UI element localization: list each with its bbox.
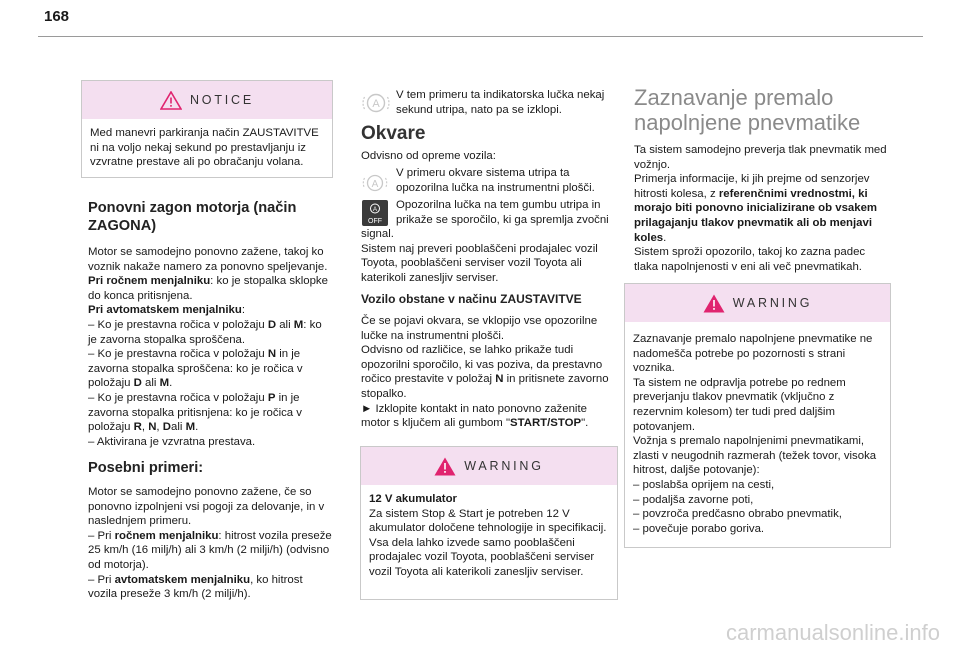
svg-text:A: A <box>372 98 380 110</box>
restart-item-1: – Ko je prestavna ročica v položaju D ali M: ko je zavorna stopalka sproščena. <box>88 318 322 346</box>
fault-warning-lamp-icon <box>362 172 388 194</box>
tyre-p2: Primerja informacije, ki jih prejme od senzorjev hitrosti kolesa, z referenčnimi vrednostmi, ki morajo biti ponovno inicializirane ob vsakem prilagajanju tlakov pnevmatik ali ob menjavi koles. <box>634 173 878 244</box>
faults-heading: Okvare <box>361 123 426 144</box>
warning-tyre-l1: – poslabša oprijem na cesti, <box>633 478 775 491</box>
faults-p2b: signal. <box>361 228 394 240</box>
warning-tyre-l2: – podaljša zavorne poti, <box>633 493 754 506</box>
restart-item-3: – Ko je prestavna ročica v položaju P in je zavorna stopalka pritisnjena: ko je ročica v položaju R, N, Dali M. <box>88 391 302 434</box>
notice-header <box>82 81 332 119</box>
warning-triangle-icon <box>160 91 182 110</box>
warning-battery-bold: 12 V akumulator <box>369 493 457 505</box>
warning-battery-title: WARNING <box>464 458 544 473</box>
auto-symbol-icon <box>368 203 382 214</box>
watermark: carmanualsonline.info <box>725 620 940 646</box>
warning-tyre-l3: – povzroča predčasno obrabo pnevmatik, <box>633 508 842 521</box>
warning-triangle-icon <box>434 457 456 476</box>
warning-battery-text1: Za sistem Stop & Start je potreben 12 V akumulator določene tehnologije in specifikacij. <box>369 507 607 535</box>
restart-item-2: – Ko je prestavna ročica v položaju N in je zavorna stopalka sproščena: ko je ročica v položaju D ali M. <box>88 348 303 390</box>
notice-box <box>81 80 333 178</box>
stop-start-indicator-icon <box>362 90 390 116</box>
warning-tyre-t1: Zaznavanje premalo napolnjene pnevmatike ne nadomešča potrebe po pozornosti s strani voznika. <box>633 333 873 375</box>
warning-tyre-box <box>624 283 891 548</box>
warning-battery-box <box>360 446 618 600</box>
notice-title: NOTICE <box>189 92 255 107</box>
restart-auto: Pri avtomatskem menjalniku: <box>88 304 246 317</box>
off-label: OFF <box>368 218 382 225</box>
stop-p1: Če se pojavi okvara, se vklopijo vse opozorilne lučke na instrumentni plošči. <box>361 314 598 342</box>
tyre-heading: Zaznavanje premalo napolnjene pnevmatike <box>634 85 861 135</box>
stop-heading: Vozilo obstane v načinu ZAUSTAVITVE <box>361 292 582 307</box>
warning-tyre-t2: Ta sistem ne odpravlja potrebe po rednem preverjanju tlakov pnevmatik (vključno z rezervnim kolesom) ter tudi pred daljšim potovanjem. <box>633 376 846 433</box>
warning-tyre-l4: – povečuje porabo goriva. <box>633 522 765 535</box>
svg-text:A: A <box>372 207 378 213</box>
special-heading: Posebni primeri: <box>88 460 204 476</box>
notice-text: Med manevri parkiranja način ZAUSTAVITVE ni na voljo nekaj sekund po prestavljanju iz vzvratne prestave ali po obračanju volana. <box>90 127 319 169</box>
restart-manual: Pri ročnem menjalniku: ko je stopalka sklopke do konca pritisnjena. <box>88 275 328 302</box>
restart-heading: Ponovni zagon motorja (način ZAGONA) <box>88 200 297 234</box>
tyre-p1: Ta sistem samodejno preverja tlak pnevmatik med vožnjo. <box>634 144 887 171</box>
warning-battery-header <box>361 447 617 485</box>
special-intro: Motor se samodejno ponovno zažene, če so ponovno izpolnjeni vsi pogoji za delovanje, in v naslednjem primeru. <box>88 486 325 528</box>
special-item-2: – Pri avtomatskem menjalniku, ko hitrost vozila preseže 3 km/h (2 milji/h). <box>88 573 303 601</box>
faults-p1: V primeru okvare sistema utripa ta opozorilna lučka na instrumentni plošči. <box>396 167 595 194</box>
header-divider <box>38 36 923 37</box>
faults-intro: Odvisno od opreme vozila: <box>361 149 496 162</box>
warning-battery-text2: Vsa dela lahko izvede samo pooblaščeni prodajalec vozil Toyota, pooblaščeni serviser vozil Toyota ali katerikoli zanesljiv serviser. <box>369 536 595 578</box>
faults-p3: Sistem naj preveri pooblaščeni prodajalec vozil Toyota, pooblaščeni serviser vozil Toyota ali katerikoli zanesljiv serviser. <box>361 242 598 284</box>
stop-start-off-button-icon <box>362 200 388 226</box>
warning-tyre-t3: Vožnja s premalo napolnjenimi pnevmatikami, zlasti v neugodnih razmerah (težek tovor, visoka hitrost, dalјše potovanje): <box>633 435 877 477</box>
svg-text:A: A <box>371 179 379 190</box>
warning-tyre-header <box>625 284 890 322</box>
tyre-p3: Sistem sproži opozorilo, takoj ko zazna padec tlaka napolnjenosti v eni ali več pnevmatikah. <box>634 246 866 273</box>
special-item-1: – Pri ročnem menjalniku: hitrost vozila preseže 25 km/h (16 milj/h) ali 3 km/h (2 milji/h) (odvisno od motorja). <box>88 529 332 571</box>
stop-p3: ► Izklopite kontakt in nato ponovno zaženite motor s ključem ali gumbom "START/STOP". <box>361 402 589 430</box>
stop-p2: Odvisno od različice, se lahko prikaže tudi opozorilni sporočilo, ki vas poziva, da prestavno ročico prestavite v položaj N in pritisnete zavorno stopalko. <box>361 344 609 400</box>
faults-p2a: Opozorilna lučka na tem gumbu utripa in prikaže se sporočilo, ki ga spremlja zvočni <box>396 199 609 226</box>
restart-intro: Motor se samodejno ponovno zažene, takoj ko voznik nakaže namero za ponovno speljevanje. <box>88 246 328 273</box>
page-number: 168 <box>44 8 70 25</box>
restart-item-4: – Aktivirana je vzvratna prestava. <box>88 435 256 448</box>
lamp-text: V tem primeru ta indikatorska lučka nekaj sekund utripa, nato pa se izklopi. <box>396 89 605 116</box>
warning-tyre-title: WARNING <box>732 295 813 310</box>
warning-triangle-icon <box>703 294 725 313</box>
